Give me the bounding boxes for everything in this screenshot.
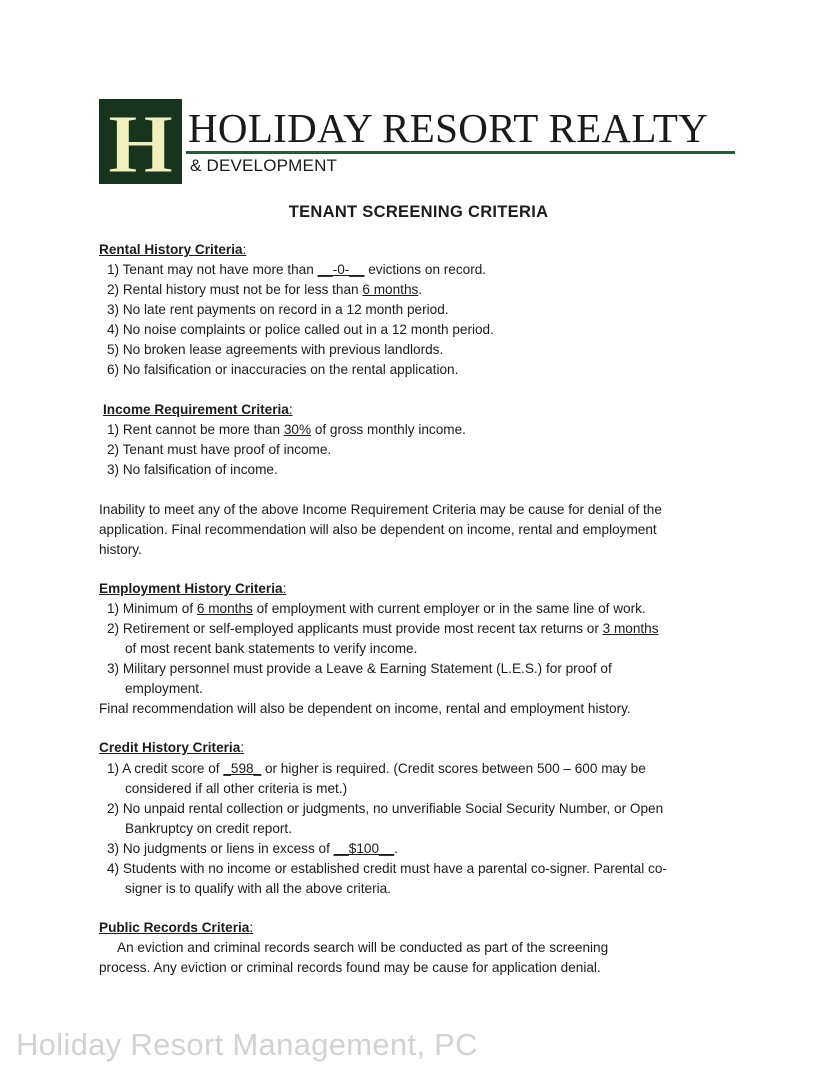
company-logo	[99, 99, 182, 184]
employment-item-3: 3) Military personnel must provide a Leave & Earning Statement (L.E.S.) for proof of	[107, 661, 612, 676]
rental-item-1: 1) Tenant may not have more than __-0-__ evictions on record.	[107, 262, 487, 277]
rent-income-percent: 30%	[283, 422, 312, 437]
credit-item-2-cont: Bankruptcy on credit report.	[125, 821, 292, 836]
document-title: TENANT SCREENING CRITERIA	[288, 203, 549, 221]
income-note-line-2: application. Final recommendation will also be dependent on income, rental and employment	[99, 522, 657, 537]
credit-item-1-cont: considered if all other criteria is met.)	[125, 781, 348, 796]
company-name: HOLIDAY RESORT REALTY	[188, 105, 709, 151]
employment-item-1: 1) Minimum of 6 months of employment with current employer or in the same line of work.	[107, 601, 646, 616]
employment-note: Final recommendation will also be dependent on income, rental and employment history.	[99, 701, 631, 716]
credit-item-4: 4) Students with no income or established credit must have a parental co-signer. Parental co-	[107, 861, 667, 876]
public-records-line-2: process. Any eviction or criminal records found may be cause for application denial.	[99, 960, 601, 975]
section-heading-credit: Credit History Criteria:	[99, 740, 245, 755]
heading-text: Rental History Criteria	[99, 242, 243, 257]
credit-item-1: 1) A credit score of _598_ or higher is required. (Credit scores between 500 – 600 may be	[107, 761, 646, 776]
income-item-2: 2) Tenant must have proof of income.	[107, 442, 332, 457]
heading-text: Public Records Criteria	[99, 920, 250, 935]
section-heading-employment: Employment History Criteria:	[99, 581, 287, 596]
section-heading-public-records: Public Records Criteria:	[99, 920, 254, 935]
income-note-line-1: Inability to meet any of the above Income Requirement Criteria may be cause for denial of the	[99, 502, 662, 517]
heading-text: Employment History Criteria	[99, 581, 283, 596]
employment-item-2-cont: of most recent bank statements to verify income.	[125, 641, 418, 656]
heading-text: Income Requirement Criteria	[103, 402, 289, 417]
section-heading-rental: Rental History Criteria:	[99, 242, 247, 257]
evictions-value: __-0-__	[317, 262, 365, 277]
rental-item-5: 5) No broken lease agreements with previous landlords.	[107, 342, 444, 357]
company-subtitle: & DEVELOPMENT	[190, 156, 338, 175]
rental-item-4: 4) No noise complaints or police called out in a 12 month period.	[107, 322, 494, 337]
letterhead-divider	[186, 151, 735, 154]
logo-letter: H	[107, 99, 174, 184]
rental-item-2: 2) Rental history must not be for less than 6 months.	[107, 282, 423, 297]
lien-limit-value: __$100__	[333, 841, 395, 856]
bank-statement-months: 3 months	[602, 621, 659, 636]
credit-item-2: 2) No unpaid rental collection or judgments, no unverifiable Social Security Number, or Open	[107, 801, 664, 816]
employment-item-2: 2) Retirement or self-employed applicants must provide most recent tax returns or 3 months	[107, 621, 659, 636]
employment-months: 6 months	[196, 601, 253, 616]
income-item-1: 1) Rent cannot be more than 30% of gross monthly income.	[107, 422, 466, 437]
credit-item-3: 3) No judgments or liens in excess of __$100__.	[107, 841, 398, 856]
rental-item-6: 6) No falsification or inaccuracies on the rental application.	[107, 362, 459, 377]
section-heading-income: Income Requirement Criteria:	[103, 402, 293, 417]
employment-item-3-cont: employment.	[125, 681, 203, 696]
footer-watermark: Holiday Resort Management, PC	[16, 1027, 478, 1062]
logo-h-icon	[99, 99, 182, 184]
income-item-3: 3) No falsification of income.	[107, 462, 278, 477]
credit-score-value: _598_	[223, 761, 262, 776]
rental-item-3: 3) No late rent payments on record in a 12 month period.	[107, 302, 449, 317]
income-note-line-3: history.	[99, 542, 142, 557]
rental-history-months: 6 months	[362, 282, 419, 297]
credit-item-4-cont: signer is to qualify with all the above criteria.	[125, 881, 391, 896]
heading-text: Credit History Criteria	[99, 740, 241, 755]
public-records-line-1: An eviction and criminal records search will be conducted as part of the screening	[117, 940, 609, 955]
